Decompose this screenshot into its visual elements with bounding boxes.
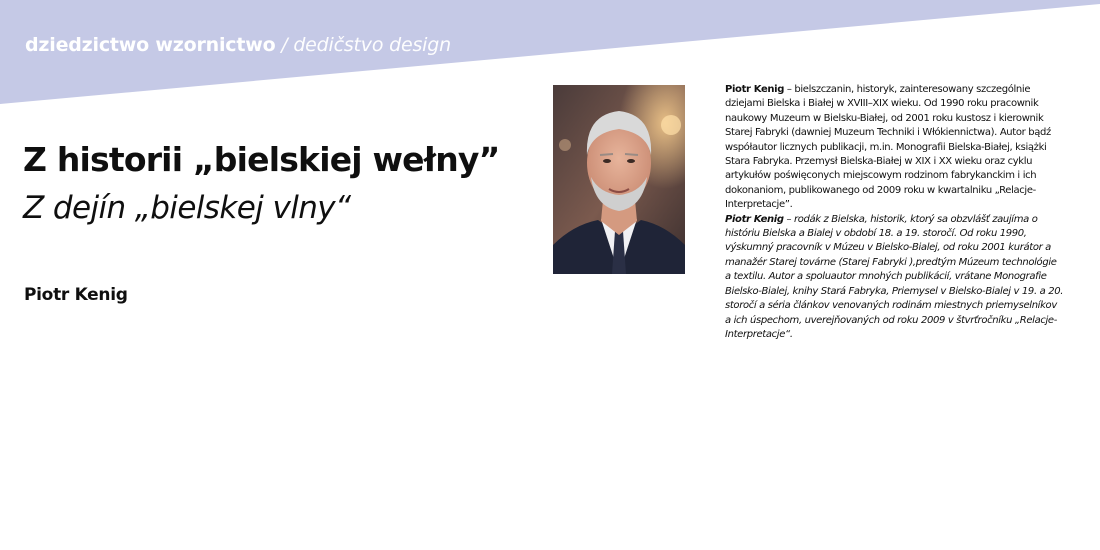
bio-sk-name: Piotr Kenig — [725, 213, 784, 225]
author-bio-pl — [725, 83, 1065, 213]
series-title-sk: dedičstvo design — [293, 34, 451, 56]
series-title-pl: dziedzictwo wzornictwo — [25, 34, 276, 56]
bio-pl-name: Piotr Kenig — [725, 84, 785, 95]
article-author: Piotr Kenig — [24, 285, 128, 305]
bio-pl-text: – bielszczanin, historyk, zainteresowany szczególnie dziejami Bielska i Białej w XVIII–XIX wieku. Od 1990 roku pracownik naukowy Muzeum w Bielsku-Białej, od 2001 roku kustosz i kierownik Starej Fabryki (dawniej Muzeum Techniki i Włókiennictwa). Autor bądź współautor licznych publikacji, m.in. Monografii Bielska-Białej, książki Stara Fabryka. Przemysł Bielska-Białej w XIX i XX wieku oraz cyklu artykułów poświęconych miejscowym rodzinom fabrykanckim i ich dokonaniom, publikowanego od 2009 roku w kwartalniku „Relacje-Interpretacje”. — [725, 84, 1051, 211]
article-title-sk: Z dejín „bielskej vlny“ — [23, 190, 351, 226]
author-bio-sk — [725, 213, 1065, 343]
series-title — [25, 34, 451, 56]
article-title-pl: Z historii „bielskiej wełny” — [23, 140, 500, 179]
author-portrait-icon — [553, 85, 685, 274]
author-bio — [725, 83, 1065, 342]
bio-sk-text: – rodák z Bielska, historik, ktorý sa obzvlášť zaujíma o históriu Bielska a Bialej v období 18. a 19. storočí. Od roku 1990, výskumný pracovník v Múzeu v Bielsko-Bialej, od roku 2001 kurátor a manažér Starej továrne (Starej Fabryki ),predtým Múzeum technológie a textilu. Autor a spoluautor mnohých publikácií, vrátane Monografie Bielsko-Bialej, knihy Stará Fabryka, Priemysel v Bielsko-Bialej v 19. a 20. storočí a séria článkov venovaných rodinám miestnych priemyselníkov a ich úspechom, uverejňovaných od roku 2009 v štvrťročníku „Relacje-Interpretacje“. — [725, 213, 1064, 340]
series-separator: / — [275, 34, 294, 56]
